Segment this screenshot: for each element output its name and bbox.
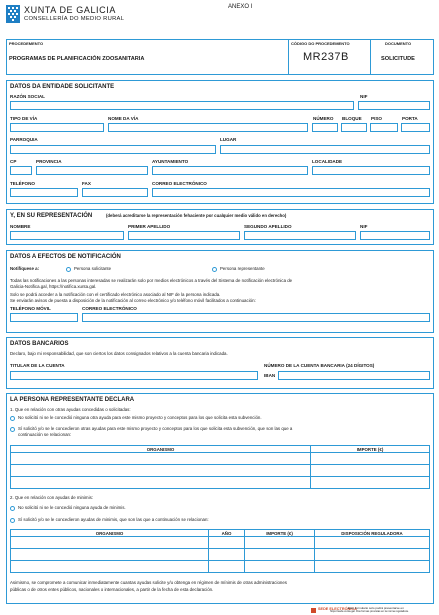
table2-cell[interactable] — [209, 561, 245, 573]
q2-option-no: No solicitó ni se le concedió ninguna ayuda de minimis. — [18, 505, 126, 510]
sede-icon — [311, 608, 316, 613]
table2-header-regulation: DISPOSICIÓN REGULADORA — [315, 530, 430, 537]
rep-nome-field[interactable] — [10, 231, 124, 240]
table2-header-year: AÑO — [209, 530, 245, 537]
procedure-value: PROGRAMAS DE PLANIFICACIÓN ZOOSANITARIA — [9, 56, 145, 62]
closing-text-2: públicas o de otros entes públicos, nacionales o internacionales, a partir de la fecha de esta declaración. — [10, 587, 214, 592]
document-label: DOCUMENTO — [385, 41, 412, 46]
closing-text-1: Asimismo, se compromete a comunicar inmediatamente cuantas ayudas solicite y/u obtenga en régimen de mínimis de otras administraciones — [10, 580, 287, 585]
procedure-label: PROCEDEMENTO — [9, 41, 44, 46]
procedure-code-value: MR237B — [303, 51, 349, 63]
rep-apelido2-field[interactable] — [244, 231, 356, 240]
table1-cell[interactable] — [311, 453, 430, 465]
q2-radio-yes[interactable] — [10, 518, 15, 523]
org-name: XUNTA DE GALICIA — [24, 5, 116, 15]
representative-note: (deberá acreditarse la representación fehaciente por cualquier medio válido en derecho) — [106, 213, 287, 218]
table1-cell[interactable] — [11, 453, 311, 465]
declaration-q2: 2. Que en relación con ayudas de minimis: — [10, 495, 93, 500]
nif-label: NIF — [360, 94, 368, 99]
tipo-via-label: TIPO DE VÍA — [10, 116, 38, 121]
table2-cell[interactable] — [11, 549, 209, 561]
notification-text-3: Solo se podrá acceder a la notificación con el certificado electrónico asociado al NIF de la persona indicada. — [10, 292, 221, 297]
rep-apelido2-label: SEGUNDO APELLIDO — [244, 224, 292, 229]
representative-section-title: Y, EN SU REPRESENTACIÓN — [10, 213, 93, 219]
provincia-field[interactable] — [36, 166, 148, 175]
table1-cell[interactable] — [11, 477, 311, 489]
applicant-section — [6, 80, 434, 204]
mobile-field[interactable] — [10, 313, 78, 322]
rep-nif-field[interactable] — [360, 231, 430, 240]
table2-cell[interactable] — [209, 537, 245, 549]
bloque-field[interactable] — [341, 123, 367, 132]
procedure-code-label: CÓDIGO DO PROCEDEMENTO — [291, 41, 350, 46]
footer-note-2: https://sede.xunta.gal. Dos formas previstas en la norma reguladora. — [330, 610, 409, 613]
table2-cell[interactable] — [209, 549, 245, 561]
concello-label: AYUNTAMIENTO — [152, 159, 189, 164]
table2-cell[interactable] — [315, 561, 430, 573]
radio-applicant-label: Persona solicitante — [74, 266, 112, 271]
applicant-section-title: DATOS DA ENTIDADE SOLICITANTE — [10, 84, 115, 90]
table2-cell[interactable] — [245, 549, 315, 561]
q2-option-yes: Sí solicitó y/o se le concedieron ayudas de minimis, que son las que a continuación se relacionan: — [18, 517, 209, 522]
nome-via-label: NOME DA VÍA — [108, 116, 139, 121]
lugar-label: LUGAR — [220, 137, 237, 142]
lugar-field[interactable] — [220, 145, 430, 154]
telefono-field[interactable] — [10, 188, 78, 197]
porta-label: PORTA — [402, 116, 418, 121]
parroquia-label: PARROQUIA — [10, 137, 38, 142]
table2-cell[interactable] — [11, 537, 209, 549]
table1-cell[interactable] — [311, 477, 430, 489]
xunta-logo — [6, 5, 20, 23]
razon-social-field[interactable] — [10, 101, 354, 110]
rep-apelido1-label: PRIMER APELLIDO — [128, 224, 171, 229]
numero-label: NÚMERO — [313, 116, 334, 121]
fax-label: FAX — [82, 181, 91, 186]
table2-cell[interactable] — [245, 537, 315, 549]
table2-cell[interactable] — [315, 549, 430, 561]
email-field[interactable] — [152, 188, 430, 197]
fax-field[interactable] — [82, 188, 148, 197]
q1-option-yes-line1: Sí solicitó y/o se le concedieron otras ayudas para este mismo proyecto y conceptos para los que solicita esta subvención, que son las que a — [18, 426, 293, 431]
cp-field[interactable] — [10, 166, 32, 175]
iban-label: IBAN — [264, 373, 276, 378]
holder-label: TITULAR DE LA CUENTA — [10, 363, 65, 368]
cp-label: CP — [10, 159, 17, 164]
declaration-q1: 1. Que en relación con otras ayudas concedidas o solicitadas: — [10, 407, 131, 412]
razon-social-label: RAZÓN SOCIAL — [10, 94, 45, 99]
nif-field[interactable] — [358, 101, 430, 110]
sede-label[interactable]: SEDE ELECTRÓNICA — [318, 607, 357, 611]
minimis-aids-table — [10, 529, 430, 573]
rep-nome-label: NOMBRE — [10, 224, 31, 229]
iban-field[interactable] — [278, 371, 430, 380]
holder-field[interactable] — [10, 371, 258, 380]
declaration-section-title: LA PERSONA REPRESENTANTE DECLARA — [10, 397, 135, 403]
table2-header-organism: ORGANISMO — [11, 530, 209, 537]
localidade-label: LOCALIDADE — [312, 159, 343, 164]
footer-note-1: Este formulario solo podrá presentarse en — [348, 606, 404, 610]
porta-field[interactable] — [401, 123, 430, 132]
bank-section-title: DATOS BANCARIOS — [10, 341, 69, 347]
q2-radio-no[interactable] — [10, 506, 15, 511]
table1-cell[interactable] — [11, 465, 311, 477]
table1-header-organism: ORGANISMO — [11, 446, 311, 453]
notification-text-1: Todas las notificaciones a las personas interesadas se realizarán solo por medios electrónicos a través del Sistema de notificación electrónica de — [10, 278, 293, 283]
table2-cell[interactable] — [11, 561, 209, 573]
department-name: CONSELLERÍA DO MEDIO RURAL — [24, 16, 125, 22]
radio-representative-label: Persona representante — [220, 266, 265, 271]
xunta-emblem-icon — [6, 5, 20, 23]
table1-cell[interactable] — [311, 465, 430, 477]
table1-header-amount: IMPORTE (€) — [311, 446, 430, 453]
notification-text-4: Se enviarán avisos de puesta a disposición de la notificación al correo electrónico y/o teléfono móvil facilitados a continuación: — [10, 298, 256, 303]
account-number-label: NÚMERO DE LA CUENTA BANCARIA (24 DÍGITOS) — [264, 363, 375, 368]
numero-field[interactable] — [312, 123, 338, 132]
tipo-via-field[interactable] — [10, 123, 104, 132]
piso-label: PISO — [371, 116, 382, 121]
rep-apelido1-field[interactable] — [128, 231, 240, 240]
q1-option-yes-line2: continuación se relacionan: — [18, 432, 72, 437]
notification-section-title: DATOS A EFECTOS DE NOTIFICACIÓN — [10, 254, 121, 260]
bank-declaration: Declaro, bajo mi responsabilidad, que son ciertos los datos consignados relativos a la cuenta bancaria indicada. — [10, 351, 228, 356]
document-value: SOLICITUDE — [381, 56, 415, 62]
notify-label: Notifíquese a: — [10, 266, 40, 271]
q1-radio-no[interactable] — [10, 416, 15, 421]
rep-nif-label: NIF — [360, 224, 368, 229]
mobile-label: TELÉFONO MÓVIL — [10, 306, 51, 311]
piso-field[interactable] — [370, 123, 398, 132]
notify-email-field[interactable] — [82, 313, 430, 322]
concello-field[interactable] — [152, 166, 308, 175]
other-aids-table — [10, 445, 430, 489]
table2-header-amount: IMPORTE (€) — [245, 530, 315, 537]
q1-radio-yes[interactable] — [10, 427, 15, 432]
radio-representative[interactable] — [212, 267, 217, 272]
table2-cell[interactable] — [315, 537, 430, 549]
table2-cell[interactable] — [245, 561, 315, 573]
telefono-label: TELÉFONO — [10, 181, 36, 186]
notify-email-label: CORREO ELECTRÓNICO — [82, 306, 137, 311]
nome-via-field[interactable] — [108, 123, 308, 132]
q1-option-no: No solicitó ni se le concedió ninguna otra ayuda para este mismo proyecto y conceptos para los que solicita esta subvención. — [18, 415, 262, 420]
radio-applicant[interactable] — [66, 267, 71, 272]
email-label: CORREO ELECTRÓNICO — [152, 181, 207, 186]
notification-text-2: Galicia-Notifica.gal, https://notifica.xunta.gal. — [10, 284, 97, 289]
provincia-label: PROVINCIA — [36, 159, 62, 164]
parroquia-field[interactable] — [10, 145, 216, 154]
bloque-label: BLOQUE — [342, 116, 362, 121]
annex-label: ANEXO I — [228, 4, 253, 10]
localidade-field[interactable] — [312, 166, 430, 175]
